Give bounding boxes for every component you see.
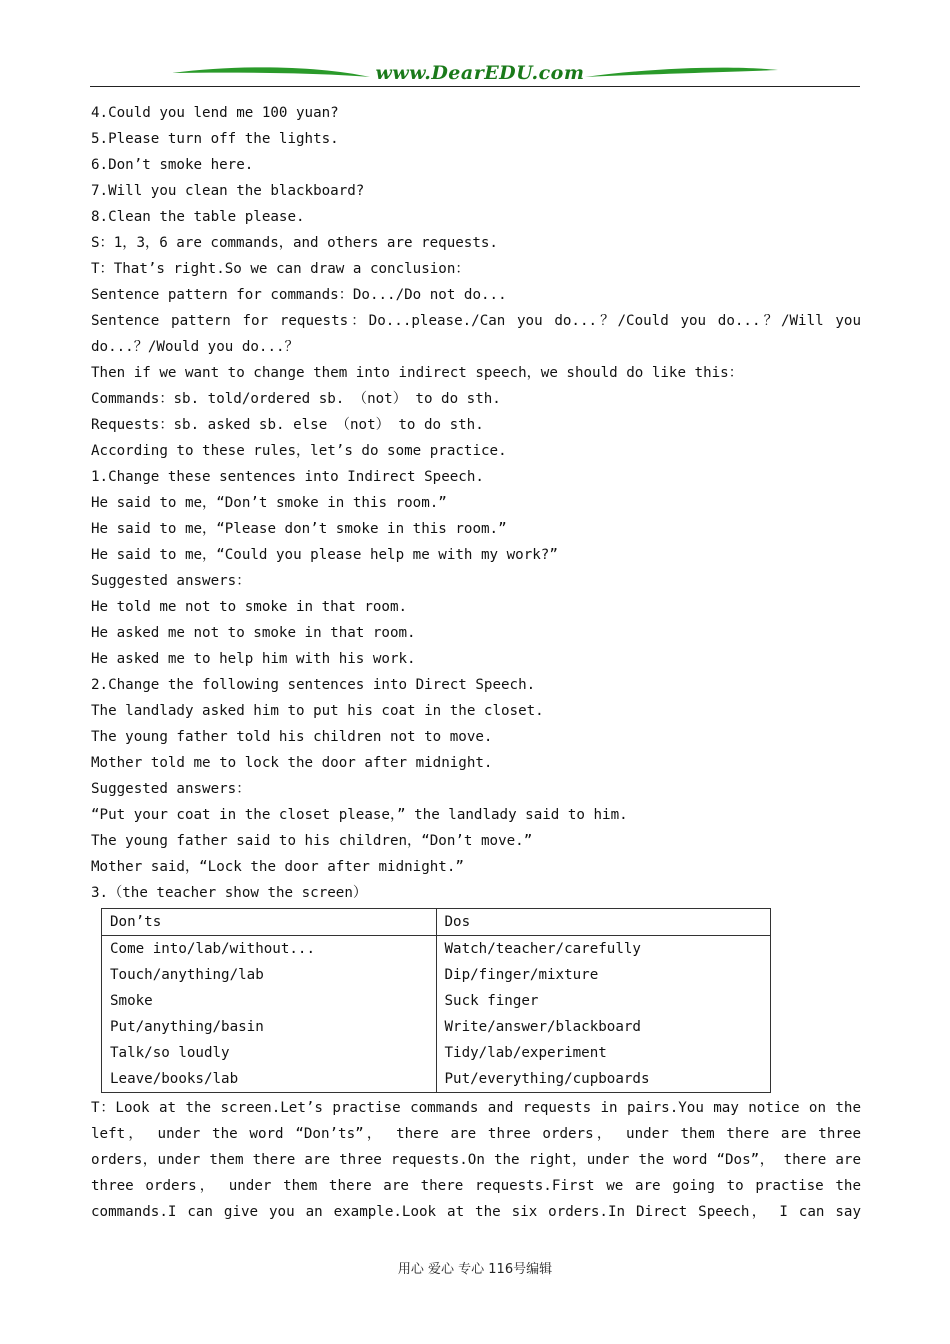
text-line: 8.Clean the table please. <box>91 209 305 225</box>
text-line: left， under the word “Don’ts”， there are three orders， under them there are three <box>91 1126 861 1142</box>
text-line: 1.Change these sentences into Indirect Speech. <box>91 469 484 485</box>
table-cell-item: Put/everything/cupboards <box>444 1071 650 1087</box>
text-line: He asked me not to smoke in that room. <box>91 625 416 641</box>
site-logo-text[interactable]: www.DearEDU.com <box>375 62 585 84</box>
dos-donts-table <box>101 908 771 1093</box>
text-line: Suggested answers： <box>91 781 251 797</box>
dos-donts-table-wrap <box>101 908 861 1093</box>
table-cell-item: Put/anything/basin <box>110 1019 264 1035</box>
text-line: 3.（the teacher show the screen） <box>91 885 368 901</box>
text-line: do...？/Would you do...？ <box>91 339 299 355</box>
text-line: orders，under them there are three requests.On the right，under the word “Dos”， there are <box>91 1152 861 1168</box>
dos-column <box>436 936 771 1093</box>
table-cell-item: Tidy/lab/experiment <box>444 1045 607 1061</box>
text-line: Mother told me to lock the door after midnight. <box>91 755 493 771</box>
table-cell-item: Talk/so loudly <box>110 1045 230 1061</box>
text-line: commands.I can give you an example.Look at the six orders.In Direct Speech， I can say <box>91 1204 861 1220</box>
text-line: Suggested answers： <box>91 573 251 589</box>
document-body <box>91 100 861 1225</box>
text-line: He said to me，“Please don’t smoke in this room.” <box>91 521 507 537</box>
table-cell-item: Leave/books/lab <box>110 1071 239 1087</box>
text-line: The landlady asked him to put his coat in the closet. <box>91 703 544 719</box>
table-cell-item: Dip/finger/mixture <box>444 967 599 983</box>
table-cell-item: Smoke <box>110 993 153 1009</box>
text-line: Commands：sb. told/ordered sb. （not） to do sth. <box>91 391 501 407</box>
text-line: “Put your coat in the closet please，” the landlady said to him. <box>91 807 628 823</box>
text-line: 2.Change the following sentences into Direct Speech. <box>91 677 536 693</box>
text-section-before-table <box>91 100 861 906</box>
text-section-after-table <box>91 1095 861 1225</box>
text-line: 5.Please turn off the lights. <box>91 131 339 147</box>
text-line: Mother said，“Lock the door after midnight.” <box>91 859 464 875</box>
text-line: The young father said to his children，“Don’t move.” <box>91 833 533 849</box>
table-cell-item: Suck finger <box>444 993 539 1009</box>
text-line: The young father told his children not to move. <box>91 729 493 745</box>
header-divider <box>90 86 860 87</box>
text-line: He asked me to help him with his work. <box>91 651 416 667</box>
table-cell-item: Touch/anything/lab <box>110 967 264 983</box>
text-line: According to these rules，let’s do some practice. <box>91 443 507 459</box>
text-line: T：That’s right.So we can draw a conclusion： <box>91 261 470 277</box>
table-header-donts: Don’ts <box>102 909 437 936</box>
page-footer: 用心 爱心 专心 116号编辑 <box>397 1262 553 1277</box>
text-line: three orders， under them there are there requests.First we are going to practise the <box>91 1178 861 1194</box>
text-line: 6.Don’t smoke here. <box>91 157 254 173</box>
text-line: Requests：sb. asked sb. else （not） to do sth. <box>91 417 484 433</box>
table-cell-item: Come into/lab/without... <box>110 941 315 957</box>
text-line: Then if we want to change them into indirect speech，we should do like this： <box>91 365 743 381</box>
text-line: Sentence pattern for requests：Do...please./Can you do...？/Could you do...？/Will you <box>91 313 861 329</box>
table-header-dos: Dos <box>436 909 771 936</box>
donts-column <box>102 936 437 1093</box>
page-header <box>90 60 860 90</box>
table-cell-item: Watch/teacher/carefully <box>444 941 641 957</box>
text-line: He said to me，“Don’t smoke in this room.” <box>91 495 447 511</box>
text-line: Sentence pattern for commands：Do.../Do not do... <box>91 287 507 303</box>
text-line: He told me not to smoke in that room. <box>91 599 408 615</box>
table-cell-item: Write/answer/blackboard <box>444 1019 641 1035</box>
text-line: 4.Could you lend me 100 yuan? <box>91 105 339 121</box>
text-line: He said to me，“Could you please help me with my work?” <box>91 547 558 563</box>
text-line: S：1，3，6 are commands，and others are requests. <box>91 235 498 251</box>
text-line: T：Look at the screen.Let’s practise commands and requests in pairs.You may notice on the <box>91 1100 861 1116</box>
text-line: 7.Will you clean the blackboard? <box>91 183 365 199</box>
